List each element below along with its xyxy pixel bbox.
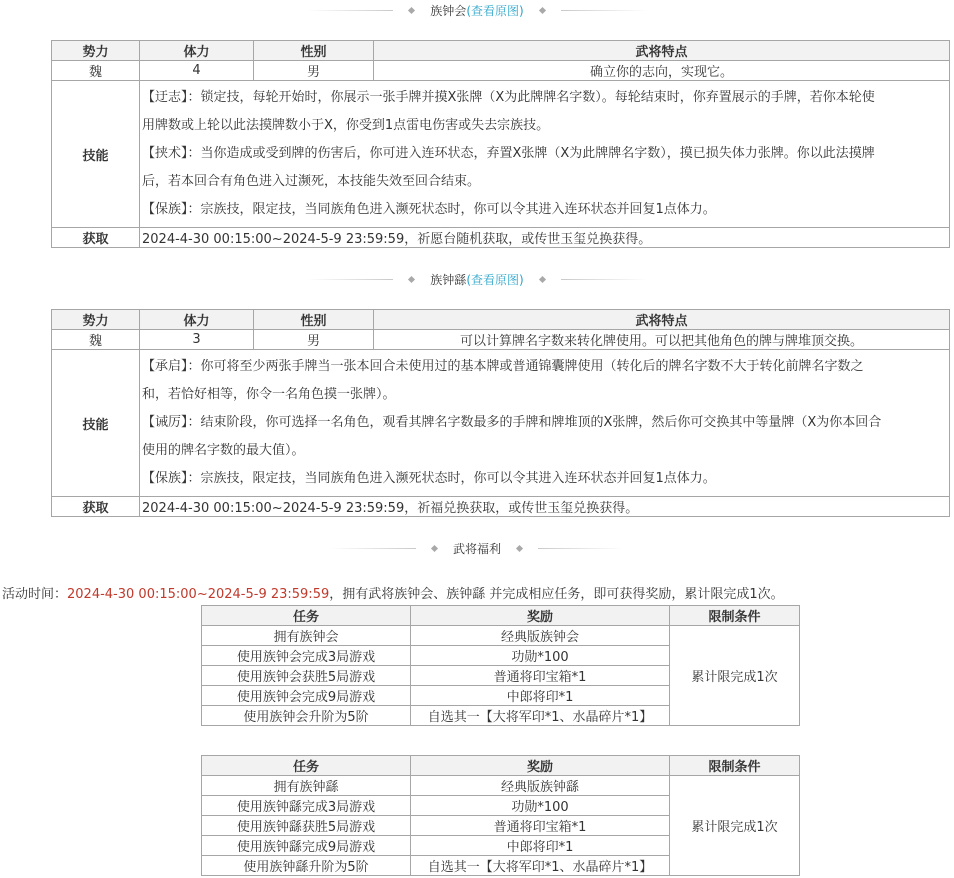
gender-value: 男 [254, 61, 374, 81]
reward-cell: 中郎将印*1 [411, 686, 670, 706]
trait-value: 可以计算牌名字数来转化牌使用。可以把其他角色的牌与牌堆顶交换。 [374, 330, 950, 350]
reward-cell: 功勋*100 [411, 796, 670, 816]
header-gender: 性别 [254, 310, 374, 330]
title-ornament-right [524, 277, 647, 282]
header-limit: 限制条件 [670, 606, 800, 626]
skill-text-line: 【保族】：宗族技，限定技，当同族角色进入濒死状态时，你可以令其进入连环状态并回复1点体力。 [142, 471, 716, 486]
section-title-zhongyao [0, 269, 954, 289]
view-original-link[interactable]: (查看原图) [466, 3, 524, 18]
task-cell: 使用族钟会完成3局游戏 [202, 646, 411, 666]
reward-cell: 自选其一【大将军印*1、水晶碎片*1】 [411, 706, 670, 726]
reward-cell: 自选其一【大将军印*1、水晶碎片*1】 [411, 856, 670, 876]
header-hp: 体力 [140, 310, 254, 330]
activity-time: 2024-4-30 00:15:00~2024-5-9 23:59:59 [67, 587, 330, 602]
section-heading [430, 271, 523, 288]
general-table-zhongyao [51, 309, 950, 517]
skills-cell [140, 81, 950, 228]
obtain-value: 2024-4-30 00:15:00~2024-5-9 23:59:59，祈福兑换获取，或传世玉玺兑换获得。 [140, 497, 950, 517]
limit-cell: 累计限完成1次 [670, 776, 800, 876]
header-reward: 奖励 [411, 756, 670, 776]
title-ornament-right [501, 546, 624, 551]
general-name: 族钟会 [430, 3, 467, 18]
reward-cell: 经典版族钟繇 [411, 776, 670, 796]
general-name: 族钟繇 [430, 272, 467, 287]
skills-label: 技能 [52, 350, 140, 497]
trait-value: 确立你的志向，实现它。 [374, 61, 950, 81]
reward-table-zhonghui [201, 605, 800, 726]
faction-value: 魏 [52, 61, 140, 81]
header-task: 任务 [202, 606, 411, 626]
activity-prefix: 活动时间： [2, 587, 68, 602]
header-gender: 性别 [254, 41, 374, 61]
header-reward: 奖励 [411, 606, 670, 626]
header-hp: 体力 [140, 41, 254, 61]
gender-value: 男 [254, 330, 374, 350]
title-ornament-right [524, 8, 647, 13]
limit-cell: 累计限完成1次 [670, 626, 800, 726]
reward-cell: 普通将印宝箱*1 [411, 816, 670, 836]
header-task: 任务 [202, 756, 411, 776]
header-faction: 势力 [52, 310, 140, 330]
obtain-value: 2024-4-30 00:15:00~2024-5-9 23:59:59，祈愿台随机获取，或传世玉玺兑换获得。 [140, 228, 950, 248]
task-cell: 使用族钟繇完成3局游戏 [202, 796, 411, 816]
skills-label: 技能 [52, 81, 140, 228]
header-limit: 限制条件 [670, 756, 800, 776]
section-heading [430, 2, 523, 19]
task-cell: 拥有族钟会 [202, 626, 411, 646]
skill-text-line: 【保族】：宗族技，限定技，当同族角色进入濒死状态时，你可以令其进入连环状态并回复1点体力。 [142, 202, 716, 217]
task-cell: 使用族钟会获胜5局游戏 [202, 666, 411, 686]
skills-cell [140, 350, 950, 497]
reward-table-zhongyao [201, 755, 800, 876]
skill-text-line: 【迂志】：锁定技，每轮开始时，你展示一张手牌并摸X张牌（X为此牌牌名字数）。每轮结束时，你弃置展示的手牌，若你本轮使 [142, 90, 875, 105]
skill-text-line: 使用的牌名字数的最大值）。 [142, 443, 305, 458]
reward-cell: 经典版族钟会 [411, 626, 670, 646]
title-ornament-left [307, 277, 430, 282]
reward-cell: 功勋*100 [411, 646, 670, 666]
task-cell: 使用族钟会升阶为5阶 [202, 706, 411, 726]
skill-text-line: 后，若本回合有角色进入过濒死，本技能失效至回合结束。 [142, 174, 481, 189]
reward-cell: 普通将印宝箱*1 [411, 666, 670, 686]
obtain-label: 获取 [52, 228, 140, 248]
task-cell: 拥有族钟繇 [202, 776, 411, 796]
skill-text-line: 【承启】：你可将至少两张手牌当一张本回合未使用过的基本牌或普通锦囊牌使用（转化后的牌名字数不大于转化前牌名字数之 [142, 359, 864, 374]
table-row [202, 776, 800, 796]
header-trait: 武将特点 [374, 41, 950, 61]
task-cell: 使用族钟会完成9局游戏 [202, 686, 411, 706]
activity-info [2, 583, 784, 602]
header-faction: 势力 [52, 41, 140, 61]
header-trait: 武将特点 [374, 310, 950, 330]
reward-cell: 中郎将印*1 [411, 836, 670, 856]
task-cell: 使用族钟繇获胜5局游戏 [202, 816, 411, 836]
skill-text-line: 【诫厉】：结束阶段，你可选择一名角色，观看其牌名字数最多的手牌和牌堆顶的X张牌，然后你可交换其中等量牌（X为你本回合 [142, 415, 882, 430]
faction-value: 魏 [52, 330, 140, 350]
section-title-zhonghui [0, 0, 954, 20]
title-ornament-left [307, 8, 430, 13]
section-title-benefits [0, 538, 954, 558]
skill-text-line: 【挟术】：当你造成或受到牌的伤害后，你可进入连环状态，弃置X张牌（X为此牌牌名字数），摸已损失体力张牌。你以此法摸牌 [142, 146, 875, 161]
hp-value: 4 [140, 61, 254, 81]
table-row [202, 626, 800, 646]
skill-text-line: 用牌数或上轮以此法摸牌数小于X，你受到1点雷电伤害或失去宗族技。 [142, 118, 550, 133]
activity-description: ，拥有武将族钟会、族钟繇 并完成相应任务，即可获得奖励，累计限完成1次。 [329, 587, 784, 602]
task-cell: 使用族钟繇完成9局游戏 [202, 836, 411, 856]
hp-value: 3 [140, 330, 254, 350]
title-ornament-left [330, 546, 453, 551]
task-cell: 使用族钟繇升阶为5阶 [202, 856, 411, 876]
view-original-link[interactable]: (查看原图) [466, 272, 524, 287]
skill-text-line: 和，若恰好相等，你令一名角色摸一张牌）。 [142, 387, 396, 402]
section-heading: 武将福利 [452, 541, 501, 556]
obtain-label: 获取 [52, 497, 140, 517]
general-table-zhonghui [51, 40, 950, 248]
